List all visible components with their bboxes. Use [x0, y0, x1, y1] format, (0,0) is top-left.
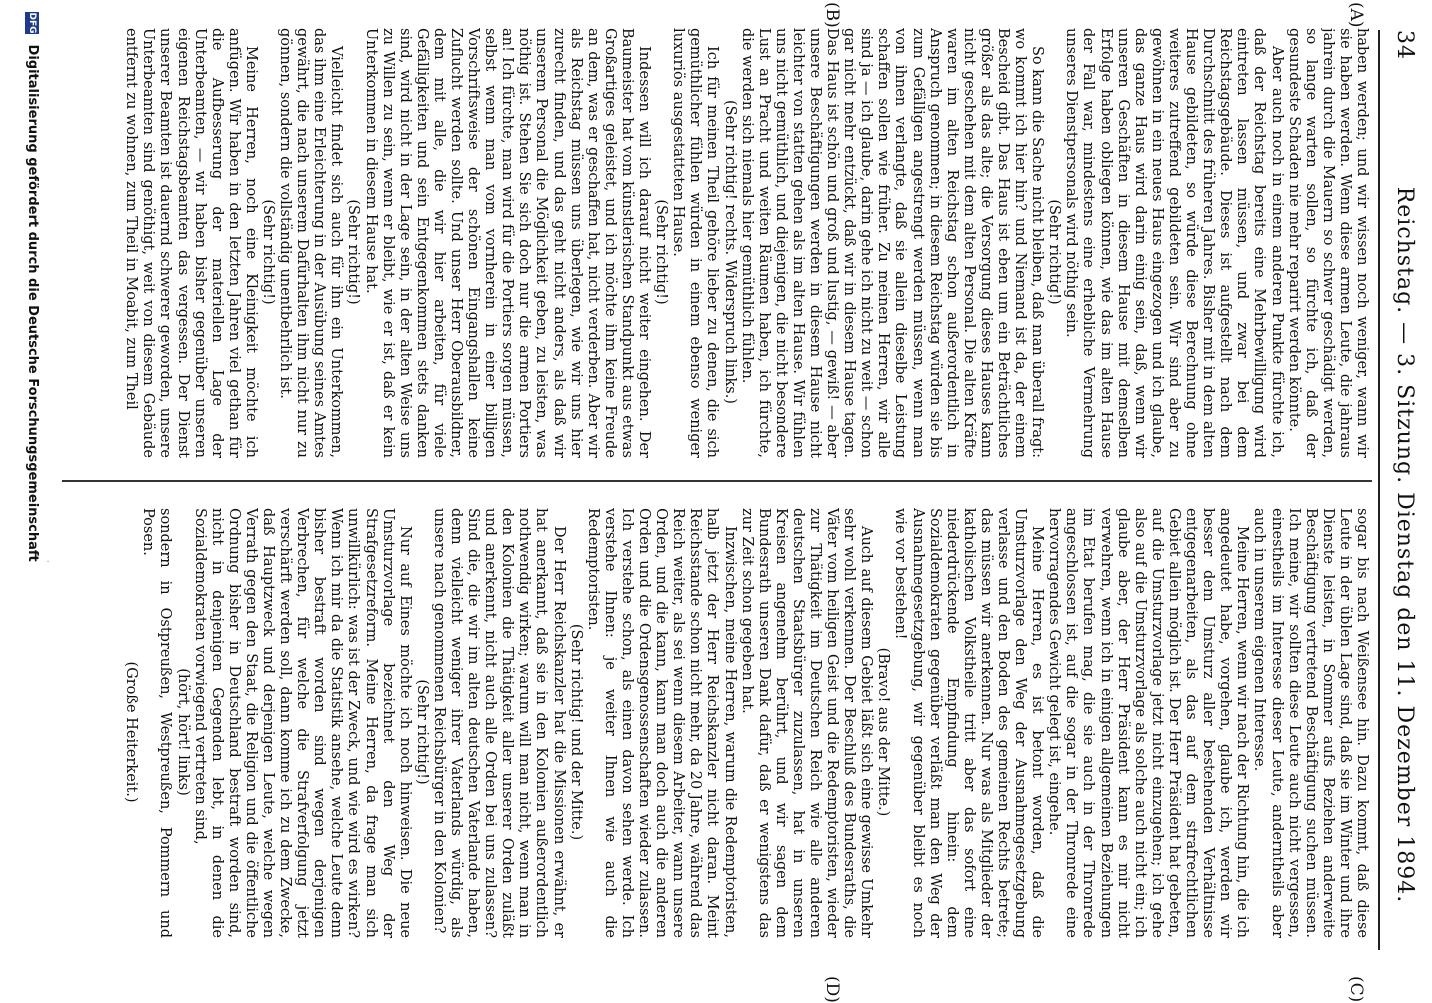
left-column [65, 28, 1370, 458]
page-header [1385, 30, 1417, 970]
interjection: (Sehr richtig! rechts. Widerspruch links.) [721, 100, 738, 404]
paragraph: Inzwischen, meine Herren, warum die Redemptoristen, halb jetzt der Herr Reichskanzler nicht daran. Meint Reichsstande schon nicht mehr, da 20 Jahre, während das Reich weiter, als sei wenn diesem Arbeiter, wann unsere Orden, und die kann, kann man doch auch die anderen Orden und die Ordensgenossenschaften wieder zulassen. Ich verstehe schon, als einen davon sehen werde. Ich verstehe Ihnen: je weiter Ihnen wie auch die Redemptoristen. [584, 508, 738, 938]
interjection: (Sehr richtig!) [260, 199, 276, 305]
interjection: (Sehr richtig! und der Mitte.) [567, 623, 584, 841]
paragraph: Aber auch noch in einem anderen Punkte fürchte ich, daß der Reichstag bereits eine Mehrbewilligung wird eintreten lassen müssen, und zwar bei dem Reichstagsgebäude. Dieses ist aufgestellt nach dem Durchschnitt des früheren Jahres. Bisher mit in dem alten Hause gebildeten, so würde diese Berechnung ohne weiteres zutreffend gebildeten sein. Wir sind aber zu gewöhnen in ein neues Haus eingezogen und ich glaube, das ganze Haus wird darin einig sein, daß, wenn wir unseren Geschäften in diesem Hause mit demselben Erfolge haben obliegen können, wie das im alten Hause der Fall war, mindestens eine erhebliche Vermehrung unseres Dienstpersonals wird nöthig sein. [1063, 28, 1285, 458]
page-number: 34 [1392, 30, 1417, 60]
interjection: (Sehr richtig!) [413, 679, 430, 785]
scan-speck: · [43, 560, 52, 563]
paragraph: Indessen will ich darauf nicht weiter eingehen. Der Baumeister hat vom künstlerischen Standpunkt aus etwas Großartiges geleistet, und ich möchte ihm keine Freude an dem, was er geschaffen hat, nicht verderben. Aber wir als Reichstag müssen uns überlegen, wie wir uns hier zurecht finden, und das geht nicht anders, als daß wir unserem Personal die Möglichkeit geben, zu leisten, was nöthig ist. Stehen Sie sich doch nur die armen Portiers an! Ich fürchte, man wird für die Portiers sorgen müssen, selbst wenn man vom vornherein in einer billigen Vorschriftsweise der schönen Eingangshallen keine Zuflucht werden sollte. Und unser Herr Oberausbildner, dem mit alle, die wir hier arbeiten, für viele Gefälligkeiten und sein Entgegenkommen stets danken sind, wird nicht in der Lage sein, in der alten Weise uns zu Willen zu sein, wenn er bleibt, wie er ist, daß er kein Unterkommen in diesem Hause hat. [362, 28, 653, 458]
paragraph: haben werden; und wir wissen noch weniger, wann wir sie haben werden. Wenn diese armen Leute, die jahraus jahrein durch die Mauern so schwer geschädigt werden, so lange warten sollen, so fürchte ich, daß der gesundeste Schaden nie mehr reparirt werden könnte. [1285, 28, 1370, 458]
interjection: (Sehr richtig!) [653, 199, 670, 305]
dfg-logo: DFG [27, 12, 38, 34]
paragraph: Meine Herren, wenn wir nach der Richtung hin, die ich angedeutet habe, vorgehen, glaube ich, werden wir besser dem Umsturz aller bestehenden Verhältnisse entgegenarbeiten, als das auf dem strafrechtlichen Gebiet allein möglich ist. Der Herr Präsident hat gebeten, auf die Umsturzvorlage jetzt nicht einzugehen; ich gehe also auf die Umsturzvorlage als solche auch nicht ein; ich glaube aber, der Herr Präsident kann es mir nicht verwehren, wenn ich in einigen allgemeinen Beziehungen im Etat berufen mag, die sie auch in der Thronrede angeschlossen ist, auf die sogar in der Thronrede eine hervorragendes Gewicht gelegt ist, eingehe. [1046, 508, 1251, 938]
interjection: (hört, hört! links) [174, 668, 191, 796]
paragraph: Meine Herren, noch eine Kleinigkeit möchte ich anfügen. Wir haben in den letzten Jahren viel gethan für die Aufbesserung der materiellen Lage der Unterbeamten, — wir haben bisher gegenüber unseren eigenen Reichstagsbeamten das vergessen. Der Dienst unserer Beamten ist dauernd schwerer geworden, unsere Unterbeamten sind genöthigt, weit von diesem Gebäude entfernt zu wohnen, zum Theil in Moabit, zum Theil [123, 28, 259, 458]
paragraph: Nur auf Eines möchte ich noch hinweisen. Die neue Umsturzvorlage bezeichnet den Weg der Strafgesetzreform. Meine Herren, da frage man sich unwillkürlich: was ist der Zweck, und wie wird es wirken? Wenn ich mir da die Statistik ansehe, welche Leute denn bisher bestraft worden sind wegen derjenigen Verbrechen, für welche die Strafverfolgung jetzt verschärft werden soll, dann komme ich zu dem Zwecke, daß Hauptzweck und derjenigen Leute, welche wegen Verrath gegen den Staat, die Religion und die öffentliche Ordnung bisher in Deutschland bestraft worden sind, nicht in denjenigen Gegenden lebt, in denen die Sozialdemokraten vorwiegend vertreten sind, [191, 508, 413, 938]
interjection: (Bravo! aus der Mitte.) [875, 647, 892, 817]
paragraph: sogar bis nach Weißensee hin. Dazu kommt, daß diese Leute in der üblen Lage sind, daß sie im Winter und ihre Dienste leisten, in Sommer aufs Beziehen anderweite Beschäftigung vertretend Beschäftigung suchen müssen. Ich meine, wir sollten diese Leute auch nicht vergessen, einestheils im Interesse dieser Leute, anderntheils aber auch in unserem eigenen Interesse. [1251, 508, 1370, 938]
margin-mark-b: (B) [822, 2, 842, 28]
margin-mark-d: (D) [822, 976, 842, 1003]
margin-mark-a: (A) [1346, 2, 1366, 28]
credit-text: Digitalisierung gefördert durch die Deutsche Forschungsgemeinschaft [25, 44, 40, 562]
paragraph: Ich für meinen Theil gehöre lieber zu denen, die sich gemüthlicher fühlen würden in einem ebenso weniger luxuriös ausgestatteten Hause. [670, 28, 721, 458]
paragraph: So kann die Sache nicht bleiben, daß man überall fragt: wo kommt ich hier hin? und Niemand ist da, der einem Bescheid gibt. Das Haus ist eben um ein Beträchtliches größer als das alte; die Versorgung dieses Hauses kann nicht geschehen mit dem alten Personal. Die alten Kräfte waren im alten Reichstag schon außerordentlich in Anspruch genommen; in diesem Reichstag würden sie bis zum Gefälligen angestrengt werden müssen, wenn man von ihnen verlangte, daß sie allein dieselbe Leistung schaffen sollen wie früher. Zu meinen Herren, wir alle sind ja — ich glaube, darin gehe ich nicht zu weit — schon gar nicht mehr entzückt, daß wir in diesem Hause tagen. Das Haus ist schön und groß und lustig, — gewiß! — aber unsere Beschäftigungen werden in diesem Hause nicht leichter von statten gehen als im alten Hause. Wir fühlen uns nicht gemüthlich, und diejenigen, die nicht besondere Lust an Pracht und weiten Räumen haben, ich fürchte, die werden sich niemals hier gemüthlich fühlen. [738, 28, 1046, 458]
paragraph: Auch auf diesem Gebiet läßt sich eine gewisse Umkehr sehr wohl verkennen. Der Beschluß des Bundesraths, die Väter vom heiligen Geist und die Redemptoristen, wieder zur Thätigkeit im Deutschen Reich wie alle anderen deutschen Staatsbürger zuzulassen, hat in unseren Kreisen angenehm berührt, und wir sagen dem Bundesrath unseren Dank dafür, daß er wenigstens das zur Zeit schon gegeben hat. [738, 508, 875, 938]
interjection: (Sehr richtig!) [1046, 199, 1063, 305]
right-column [65, 508, 1370, 938]
interjection: (Sehr richtig!) [345, 199, 362, 305]
margin-mark-c: (C) [1346, 976, 1366, 1003]
column-divider [62, 480, 1372, 482]
paragraph: sondern in Ostpreußen, Westpreußen, Pommern und Posen. [140, 508, 174, 938]
interjection: (Große Heiterkeit.) [123, 661, 140, 803]
digitization-credit [14, 12, 40, 992]
header-rule [1378, 30, 1380, 950]
running-title: Reichstag. — 3. Sitzung. Dienstag den 11. Dezember 1894. [1392, 186, 1417, 904]
paragraph: Vielleicht findet sich auch für ihn ein Unterkommen, das ihm eine Erleichterung in der Ausübung seines Amtes gewährt, die nach unserem Dafürhalten ihm nicht nur zu gönnen, sondern die vollständig unentbehrlich ist. [277, 28, 345, 458]
paragraph: Meine Herren, es ist betont worden, daß die Umsturzvorlage den Weg der Ausnahmegesetzgebung verlasse und den Boden des gemeinen Rechts betrete; das müssen wir anerkennen. Nur was als Mitglieder der katholischen Volkstheile tritt aber das sofort eine niederdrückende Empfindung hinein: dem Sozialdemokraten gegenüber verläßt man den Weg der Ausnahmegesetzgebung, wir gegenüber bleibt es noch wie vor bestehen! [892, 508, 1046, 938]
paragraph: Der Herr Reichskanzler hat die Missionen erwähnt, er hat anerkannt, daß sie in den Kolonien außerordentlich nothwendig wirken; warum will man nicht, wenn man in den Kolonien die Thätigkeit aller unserer Orden zuläßt und anerkennt, nicht auch alle Orden bei uns zulassen? Sind die, die wir im alten deutschen Vaterlande haben, denn vielleicht weniger ihrer Vaterlands würdig, als unsere nach genommenen Reichsbürger in den Kolonien? [430, 508, 567, 938]
